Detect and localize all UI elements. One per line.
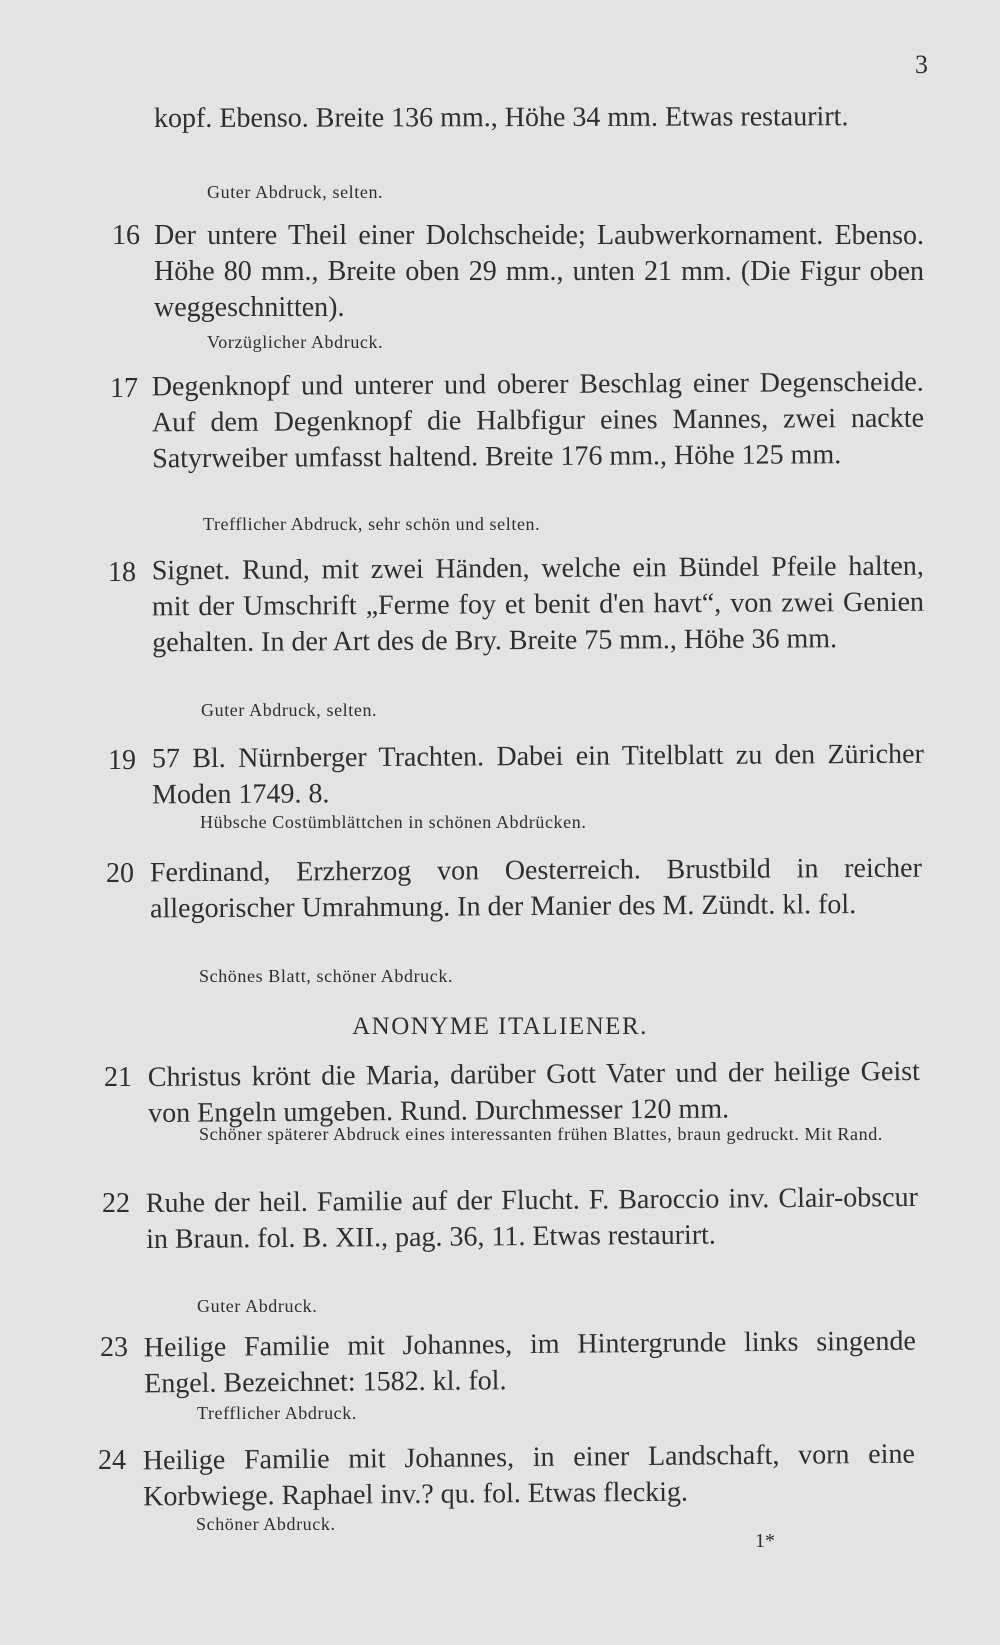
- entry-text: Der untere Theil einer Dolchscheide; Laubwerkornament. Ebenso. Höhe 80 mm., Breite oben 29 mm., unten 21 mm. (Die Figur oben weggeschnitten).: [154, 220, 924, 323]
- entry-number: 16: [112, 220, 140, 251]
- entry-text: kopf. Ebenso. Breite 136 mm., Höhe 34 mm. Etwas restaurirt.: [153, 101, 849, 135]
- entry-note: Trefflicher Abdruck.: [197, 1403, 357, 1423]
- entry-number: 19: [108, 745, 136, 776]
- entry-text: 57 Bl. Nürnberger Trachten. Dabei ein Titelblatt zu den Züricher Moden 1749. 8.: [151, 738, 924, 811]
- entry-note: Vorzüglicher Abdruck.: [207, 332, 384, 352]
- entry-note: Hübsche Costümblättchen in schönen Abdrücken.: [200, 812, 587, 832]
- entry-number: 24: [98, 1445, 126, 1476]
- entry-note: Trefflicher Abdruck, sehr schön und selten.: [203, 514, 541, 534]
- entry-note: Guter Abdruck.: [197, 1296, 318, 1316]
- section-heading: ANONYME ITALIENER.: [352, 1013, 648, 1040]
- entry-text: Signet. Rund, mit zwei Händen, welche ein Bündel Pfeile halten, mit der Umschrift „Ferme foy et benit d'en havt“, von zwei Genien gehalten. In der Art des de Bry. Breite 75 mm., Höhe 36 mm.: [151, 550, 925, 659]
- entry-note: Schöner späterer Abdruck eines interessanten frühen Blattes, braun gedruckt. Mit Rand.: [199, 1124, 883, 1144]
- entry-text: Heilige Familie mit Johannes, in einer Landschaft, vorn eine Korbwiege. Raphael inv.? qu. fol. Etwas fleckig.: [142, 1438, 915, 1513]
- entry-text: Ruhe der heil. Familie auf der Flucht. F. Baroccio inv. Clair-obscur in Braun. fol. B. XII., pag. 36, 11. Etwas restaurirt.: [145, 1181, 918, 1256]
- entry-number: 22: [102, 1188, 130, 1219]
- entry-number: 23: [100, 1332, 128, 1363]
- entry-note: Schöner Abdruck.: [196, 1514, 336, 1534]
- entry-text: Ferdinand, Erzherzog von Oesterreich. Brustbild in reicher allegorischer Umrahmung. In der Manier des M. Zündt. kl. fol.: [149, 852, 922, 925]
- entry-note: Guter Abdruck, selten.: [207, 182, 384, 202]
- entry-number: 17: [110, 373, 138, 404]
- page-number: 3: [915, 50, 928, 79]
- entry-text: Christus krönt die Maria, darüber Gott Vater und der heilige Geist von Engeln umgeben. Rund. Durchmesser 120 mm.: [147, 1055, 920, 1130]
- entry-note: Guter Abdruck, selten.: [201, 700, 378, 720]
- entry-text: Heilige Familie mit Johannes, im Hintergrunde links singende Engel. Bezeichnet: 1582. kl. fol.: [143, 1325, 916, 1400]
- entry-text: Degenknopf und unterer und oberer Beschlag einer Degenscheide. Auf dem Degenknopf die Halbfigur eines Mannes, zwei nackte Satyrweiber umfasst haltend. Breite 176 mm., Höhe 125 mm.: [151, 366, 925, 475]
- entry-note: Schönes Blatt, schöner Abdruck.: [199, 966, 454, 986]
- entry-number: 21: [104, 1062, 132, 1093]
- entry-number: 18: [108, 557, 136, 588]
- entry-number: 20: [106, 858, 134, 889]
- signature-mark: 1*: [755, 1530, 775, 1552]
